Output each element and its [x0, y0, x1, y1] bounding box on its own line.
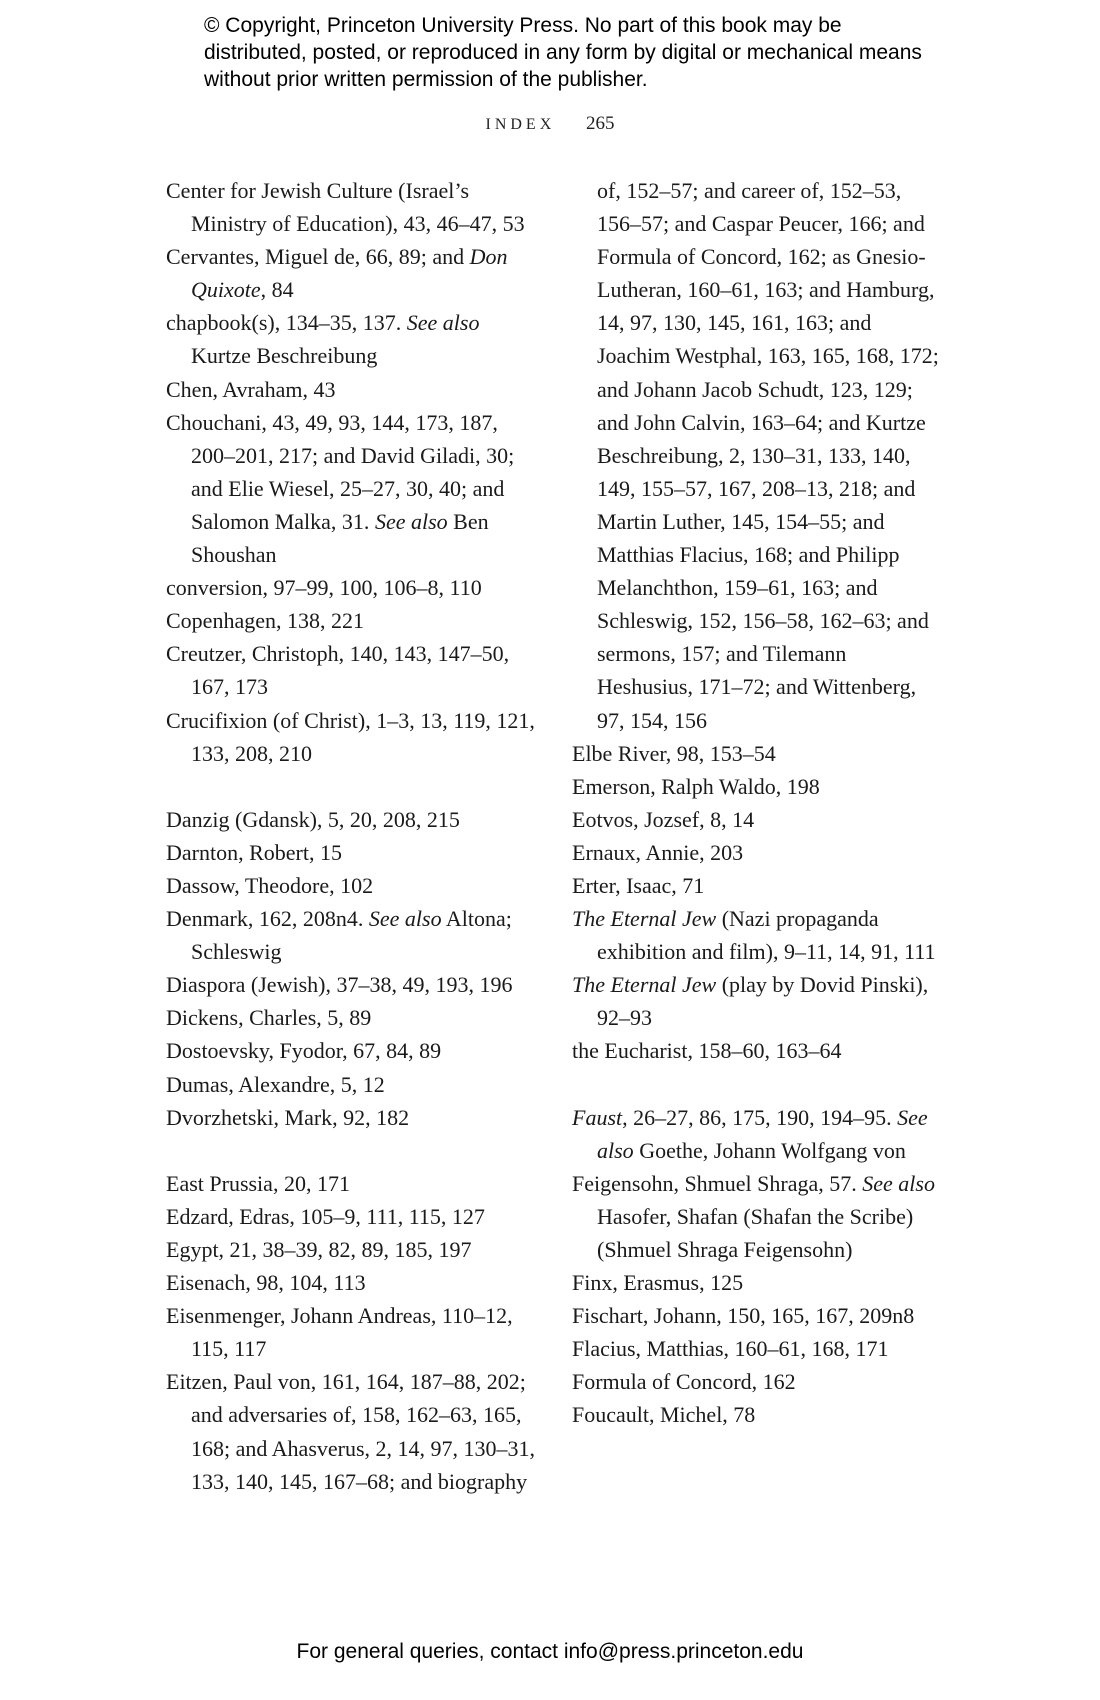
index-entry-text: Eisenach, 98, 104, 113 — [166, 1270, 366, 1296]
index-entry-italic: Faust — [572, 1104, 623, 1130]
index-entry — [166, 1101, 541, 1134]
index-entry — [166, 306, 541, 372]
index-entry-text: Altona; Schleswig — [191, 906, 512, 965]
index-entry-text: Center for Jewish Culture (Israel’s Ministry of Education), 43, 46–47, 53 — [166, 178, 525, 237]
index-entry — [572, 1365, 942, 1398]
index-entry-text: (Nazi propaganda exhibition and film), 9–11, 14, 91, 111 — [597, 906, 936, 965]
index-entry — [166, 373, 541, 406]
index-entry — [572, 1101, 942, 1167]
copyright-notice: © Copyright, Princeton University Press. No part of this book may be distributed, posted, or reproduced in any form by digital or mechanical means without prior written permission of the publisher. — [204, 14, 922, 91]
index-entry-text: Darnton, Robert, 15 — [166, 839, 342, 865]
letter-group-gap — [572, 1068, 942, 1101]
index-entry — [166, 406, 541, 571]
index-entry-italic: See also — [368, 906, 442, 932]
index-entry — [166, 1068, 541, 1101]
index-entry-text: Erter, Isaac, 71 — [572, 872, 705, 898]
index-entry-text: Eitzen, Paul von, 161, 164, 187–88, 202; and adversaries of, 158, 162–63, 165, 168; and Ahasverus, 2, 14, 97, 130–31, 133, 140, 145, 167–68; and biography — [166, 1369, 536, 1494]
index-entry — [166, 637, 541, 703]
index-entry — [166, 1034, 541, 1067]
index-entry-text: Chouchani, 43, 49, 93, 144, 173, 187, 200–201, 217; and David Giladi, 30; and Elie Wiesel, 25–27, 30, 40; and Salomon Malka, 31. — [166, 409, 515, 534]
index-entry — [572, 1034, 942, 1067]
index-entry — [572, 836, 942, 869]
index-entry-text: Copenhagen, 138, 221 — [166, 608, 364, 634]
index-entry-text: East Prussia, 20, 171 — [166, 1170, 350, 1196]
index-entry-italic: The Eternal Jew — [572, 906, 717, 932]
index-entry — [166, 1167, 541, 1200]
index-entry — [166, 902, 541, 968]
index-entry-text: Crucifixion (of Christ), 1–3, 13, 119, 121, 133, 208, 210 — [166, 707, 535, 766]
index-entry-text: Emerson, Ralph Waldo, 198 — [572, 773, 820, 799]
index-entry-text: the Eucharist, 158–60, 163–64 — [572, 1038, 842, 1064]
index-entry-text: Hasofer, Shafan (Shafan the Scribe) (Shmuel Shraga Feigensohn) — [597, 1203, 914, 1262]
index-entry-text: Diaspora (Jewish), 37–38, 49, 193, 196 — [166, 972, 513, 998]
index-entry-italic: The Eternal Jew — [572, 972, 717, 998]
index-entry — [166, 240, 541, 306]
letter-group-gap — [166, 770, 541, 803]
index-entry — [572, 1398, 942, 1431]
index-entry — [166, 704, 541, 770]
index-entry-text: Elbe River, 98, 153–54 — [572, 740, 776, 766]
index-entry — [572, 1167, 942, 1266]
index-entry — [166, 1365, 541, 1497]
index-entry-text: Eisenmenger, Johann Andreas, 110–12, 115, 117 — [166, 1303, 513, 1362]
index-entry — [166, 968, 541, 1001]
index-entry-text: Dassow, Theodore, 102 — [166, 872, 374, 898]
index-entry — [166, 174, 541, 240]
index-entry-text: Formula of Concord, 162 — [572, 1369, 796, 1395]
index-entry-text: Chen, Avraham, 43 — [166, 376, 336, 402]
index-entry — [572, 737, 942, 770]
index-entry-italic: See also — [597, 1104, 928, 1163]
index-entry-text: Goethe, Johann Wolfgang von — [633, 1137, 906, 1163]
index-entry-text: Dumas, Alexandre, 5, 12 — [166, 1071, 385, 1097]
index-entry — [572, 174, 942, 737]
index-entry — [572, 770, 942, 803]
index-entry — [166, 803, 541, 836]
index-entry-text: (play by Dovid Pinski), 92–93 — [597, 972, 929, 1031]
index-entry — [166, 869, 541, 902]
index-entry-italic: See also — [374, 508, 448, 534]
index-entry — [572, 902, 942, 968]
index-entry-text: Danzig (Gdansk), 5, 20, 208, 215 — [166, 806, 460, 832]
index-entry-text: Egypt, 21, 38–39, 82, 89, 185, 197 — [166, 1237, 472, 1262]
index-entry — [166, 1299, 541, 1365]
index-entry — [166, 1233, 541, 1266]
index-entry-text: , 84 — [260, 277, 294, 303]
index-entry-text: Feigensohn, Shmuel Shraga, 57. — [572, 1170, 863, 1196]
index-entry — [572, 968, 942, 1034]
index-entry — [166, 1200, 541, 1233]
index-entry-text: Dvorzhetski, Mark, 92, 182 — [166, 1104, 410, 1130]
running-head-label: INDEX — [485, 116, 556, 133]
index-entry — [572, 1266, 942, 1299]
index-entry-text: Eotvos, Jozsef, 8, 14 — [572, 806, 755, 832]
index-entry — [572, 1299, 942, 1332]
index-entry-text: of, 152–57; and career of, 152–53, 156–57; and Caspar Peucer, 166; and Formula of Concord, 162; as Gnesio-Lutheran, 160–61, 163; and Hamburg, 14, 97, 130, 145, 161, 163; and Joachim Westphal, 163, 165, 168, 172; and Johann Jacob Schudt, 123, 129; and John Calvin, 163–64; and Kurtze Beschreibung, 2, 130–31, 133, 140, 149, 155–57, 167, 208–13, 218; and Martin Luther, 145, 154–55; and Matthias Flacius, 168; and Philipp Melanchthon, 159–61, 163; and Schleswig, 152, 156–58, 162–63; and sermons, 157; and Tilemann Heshusius, 171–72; and Wittenberg, 97, 154, 156 — [597, 178, 939, 733]
index-entry — [166, 1266, 541, 1299]
index-entry-text: Edzard, Edras, 105–9, 111, 115, 127 — [166, 1203, 485, 1229]
index-entry — [166, 836, 541, 869]
index-column-left — [166, 174, 541, 1498]
index-entry-text: Kurtze Beschreibung — [191, 343, 378, 369]
index-column-right — [572, 174, 942, 1432]
index-entry-text: Denmark, 162, 208n4. — [166, 906, 369, 932]
index-entry-text: conversion, 97–99, 100, 106–8, 110 — [166, 575, 482, 601]
index-entry-italic: Don Quixote — [191, 244, 508, 303]
index-entry-text: Ernaux, Annie, 203 — [572, 839, 744, 865]
index-entry-text: Creutzer, Christoph, 140, 143, 147–50, 167, 173 — [166, 641, 510, 700]
index-entry — [572, 1332, 942, 1365]
index-entry — [572, 869, 942, 902]
index-entry-text: Dickens, Charles, 5, 89 — [166, 1005, 372, 1031]
page-number: 265 — [586, 113, 615, 134]
index-entry-text: Ben Shoushan — [191, 508, 489, 568]
index-entry — [572, 803, 942, 836]
index-entry-text: Flacius, Matthias, 160–61, 168, 171 — [572, 1336, 889, 1362]
index-entry-italic: See also — [406, 310, 480, 336]
index-entry-text: , 26–27, 86, 175, 190, 194–95. — [622, 1104, 898, 1130]
index-entry — [166, 571, 541, 604]
index-entry-text: Dostoevsky, Fyodor, 67, 84, 89 — [166, 1038, 442, 1064]
running-head — [0, 113, 1100, 135]
index-entry — [166, 1001, 541, 1034]
index-entry-text: Finx, Erasmus, 125 — [572, 1270, 744, 1296]
index-entry-italic: See also — [862, 1170, 935, 1196]
index-entry-text: Fischart, Johann, 150, 165, 167, 209n8 — [572, 1303, 915, 1329]
index-entry-text: Foucault, Michel, 78 — [572, 1402, 756, 1428]
index-entry-text: Cervantes, Miguel de, 66, 89; and — [166, 244, 470, 270]
index-entry-text: chapbook(s), 134–35, 137. — [166, 310, 407, 336]
footer-contact: For general queries, contact info@press.princeton.edu — [296, 1640, 804, 1663]
index-entry — [166, 604, 541, 637]
letter-group-gap — [166, 1134, 541, 1167]
